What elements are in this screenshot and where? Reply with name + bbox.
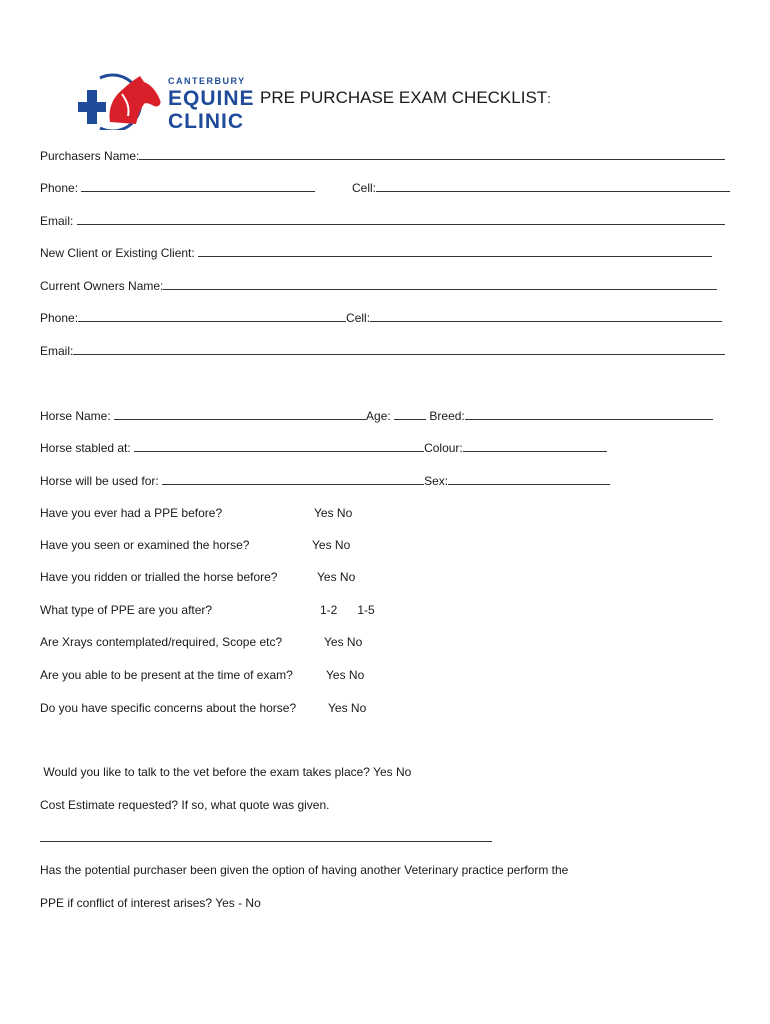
- phone-field-1[interactable]: [81, 180, 315, 192]
- purchasers-name-row: [40, 148, 725, 163]
- horse-name-row: [40, 408, 713, 423]
- quote-row: [40, 830, 492, 845]
- colour-field[interactable]: [463, 440, 607, 452]
- sex-label: Sex:: [424, 474, 449, 488]
- question-answer[interactable]: Yes No: [317, 570, 356, 584]
- question-text: Are Xrays contemplated/required, Scope etc?: [40, 635, 283, 649]
- current-owner-label: Current Owners Name:: [40, 279, 164, 293]
- sex-field[interactable]: [448, 473, 610, 485]
- purchasers-name-field[interactable]: [139, 148, 725, 160]
- quote-field[interactable]: [40, 830, 492, 842]
- talk-to-vet-question: Would you like to talk to the vet before the exam takes place? Yes No: [40, 765, 412, 779]
- page-title: [260, 88, 551, 108]
- client-type-label: New Client or Existing Client:: [40, 246, 195, 260]
- question-row: [40, 701, 296, 715]
- question-text: Have you seen or examined the horse?: [40, 538, 250, 552]
- horse-name-field[interactable]: [114, 408, 366, 420]
- phone-row-1: [40, 180, 315, 195]
- question-row: [40, 570, 277, 584]
- email-field-2[interactable]: [73, 343, 725, 355]
- title-text: PRE PURCHASE EXAM CHECKLIST: [260, 88, 548, 107]
- phone-row-2: [40, 310, 722, 325]
- current-owner-field[interactable]: [163, 278, 717, 290]
- cross-and-horse-head-icon: [78, 70, 168, 130]
- question-answer[interactable]: Yes No: [324, 635, 363, 649]
- question-text: Have you ever had a PPE before?: [40, 506, 223, 520]
- horse-name-label: Horse Name:: [40, 409, 111, 423]
- logo-brand-line1: CANTERBURY: [168, 76, 246, 86]
- colour-label: Colour:: [424, 441, 463, 455]
- question-text: What type of PPE are you after?: [40, 603, 213, 617]
- clinic-logo: [78, 70, 255, 133]
- email-label-1: Email:: [40, 214, 74, 228]
- title-colon: :: [547, 91, 551, 106]
- email-label-2: Email:: [40, 344, 74, 358]
- logo-brand-line3: CLINIC: [168, 110, 244, 133]
- cell-field-1[interactable]: [376, 180, 730, 192]
- question-row: [40, 635, 282, 649]
- question-answer[interactable]: 1-2 1-5: [320, 603, 375, 617]
- cell-field-2[interactable]: [370, 310, 722, 322]
- client-type-field[interactable]: [198, 245, 712, 257]
- used-for-field[interactable]: [162, 473, 424, 485]
- cell-label-2: Cell:: [346, 311, 371, 325]
- age-field[interactable]: [394, 408, 426, 420]
- cost-estimate-question: Cost Estimate requested? If so, what quote was given.: [40, 798, 330, 812]
- question-row: [40, 668, 293, 682]
- purchasers-name-label: Purchasers Name:: [40, 149, 140, 163]
- question-row: [40, 603, 212, 617]
- cell-row-1: [352, 180, 730, 195]
- logo-brand-line2: EQUINE: [168, 87, 255, 110]
- question-text: Do you have specific concerns about the horse?: [40, 701, 297, 715]
- phone-field-2[interactable]: [78, 310, 346, 322]
- age-label: Age:: [366, 409, 391, 423]
- client-type-row: [40, 245, 712, 260]
- breed-label: Breed:: [429, 409, 465, 423]
- cell-label-1: Cell:: [352, 181, 377, 195]
- question-row: [40, 538, 249, 552]
- email-row-1: [40, 213, 725, 228]
- used-for-row: [40, 473, 610, 488]
- question-row: [40, 506, 222, 520]
- question-answer[interactable]: Yes No: [326, 668, 365, 682]
- question-answer[interactable]: Yes No: [312, 538, 351, 552]
- stabled-at-field[interactable]: [134, 440, 424, 452]
- used-for-label: Horse will be used for:: [40, 474, 159, 488]
- other-practice-question-line1: Has the potential purchaser been given the option of having another Veterinary practice perform the: [40, 863, 569, 877]
- question-answer[interactable]: Yes No: [328, 701, 367, 715]
- stabled-at-label: Horse stabled at:: [40, 441, 131, 455]
- current-owner-row: [40, 278, 717, 293]
- question-text: Have you ridden or trialled the horse before?: [40, 570, 278, 584]
- phone-label-1: Phone:: [40, 181, 79, 195]
- email-field-1[interactable]: [77, 213, 725, 225]
- question-answer[interactable]: Yes No: [314, 506, 353, 520]
- other-practice-question-line2: PPE if conflict of interest arises? Yes - No: [40, 896, 261, 910]
- breed-field[interactable]: [465, 408, 713, 420]
- stabled-row: [40, 440, 607, 455]
- question-text: Are you able to be present at the time of exam?: [40, 668, 293, 682]
- phone-label-2: Phone:: [40, 311, 79, 325]
- email-row-2: [40, 343, 725, 358]
